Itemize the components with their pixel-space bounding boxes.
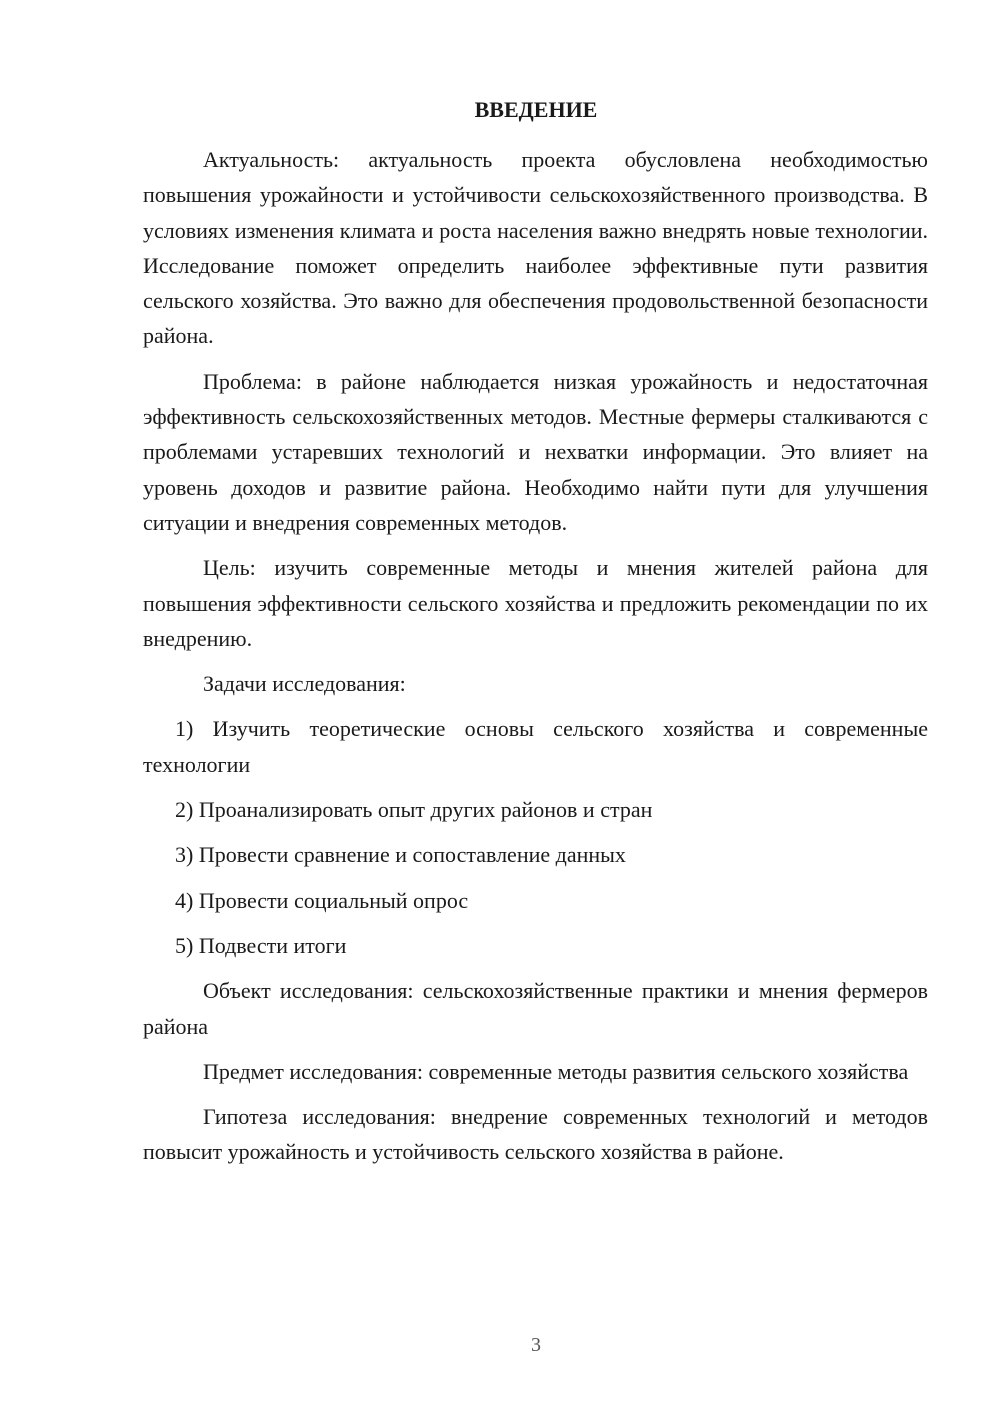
paragraph-object: Объект исследования: сельскохозяйственные практики и мнения фермеров района [143,978,928,1039]
paragraph-problem: Проблема: в районе наблюдается низкая урожайность и недостаточная эффективность сельскохозяйственных методов. Местные фермеры сталкиваются с проблемами устаревших технологий и нехватки информации. Это влияет на уровень доходов и развитие района. Необходимо найти пути для улучшения ситуации и внедрения современных методов. [143,368,928,535]
paragraph-subject: Предмет исследования: современные методы развития сельского хозяйства [203,1058,909,1084]
paragraph-goal: Цель: изучить современные методы и мнения жителей района для повышения эффективности сельского хозяйства и предложить рекомендации по их внедрению. [143,555,928,651]
list-item: 5) Подвести итоги [175,932,347,958]
list-item: 2) Проанализировать опыт других районов и стран [175,797,653,823]
page-title: ВВЕДЕНИЕ [474,97,598,122]
page-number: 3 [531,1334,541,1356]
list-item: 4) Провести социальный опрос [175,887,469,913]
tasks-heading: Задачи исследования: [203,671,406,697]
paragraph-relevance: Актуальность: актуальность проекта обусловлена необходимостью повышения урожайности и устойчивости сельскохозяйственного производства. В условиях изменения климата и роста населения важно внедрять новые технологии. Исследование поможет определить наиболее эффективные пути развития сельского хозяйства. Это важно для обеспечения продовольственной безопасности района. [143,147,928,349]
list-item: 1) Изучить теоретические основы сельского хозяйства и современные технологии [143,716,928,777]
body-text [143,142,928,1180]
list-item: 3) Провести сравнение и сопоставление данных [175,842,626,868]
paragraph-hypothesis: Гипотеза исследования: внедрение современных технологий и методов повысит урожайность и устойчивость сельского хозяйства в районе. [143,1104,928,1165]
